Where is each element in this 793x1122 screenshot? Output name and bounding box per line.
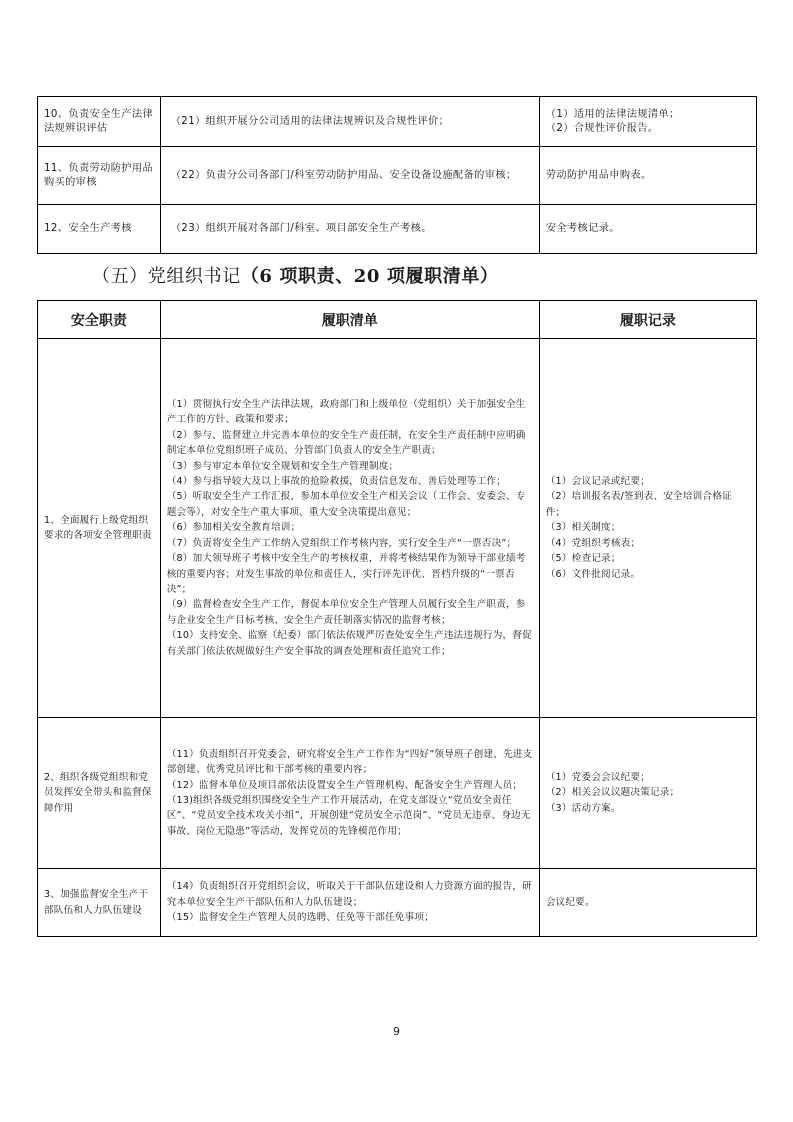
record-cell	[539, 339, 756, 718]
checklist-item: （12）监督本单位及项目部依法设置安全生产管理机构、配备安全生产管理人员；	[166, 779, 523, 791]
party-secretary-duty-table	[37, 300, 757, 937]
record-cell	[539, 718, 756, 869]
checklist-item: （2）参与、监督建立并完善本单位的安全生产责任制，在安全生产责任制中应明确制定本单位党组织班子成员、分管部门负责人的安全生产职责；	[166, 429, 526, 457]
checklist-cell	[160, 97, 539, 147]
record-item: （2）相关会议议题决策记录；	[545, 787, 680, 799]
checklist-item: （11）负责组织召开党委会，研究将安全生产工作作为“四好”领导班子创建、先进支部创建、优秀党员评比和干部考核的重要内容；	[166, 748, 533, 776]
table-row	[38, 718, 757, 869]
checklist-item: （23）组织开展对各部门/科室、项目部安全生产考核。	[170, 223, 432, 234]
table-row	[38, 869, 757, 937]
header-duty: 安全职责	[38, 301, 161, 339]
checklist-item: （21）组织开展分公司适用的法律法规辨识及合规性评价；	[170, 115, 450, 127]
section-title-suffix: （6 项职责、20 项履职清单）	[240, 266, 499, 287]
checklist-cell	[160, 869, 539, 937]
record-item: 劳动防护用品申购表。	[545, 169, 652, 181]
table-row	[38, 339, 757, 718]
record-item: （2）合规性评价报告。	[545, 122, 659, 134]
checklist-item: （15）监督安全生产管理人员的选聘、任免等干部任免事项；	[166, 912, 434, 924]
record-item: （6）文件批阅记录。	[545, 568, 641, 580]
section-title-prefix: （五）党组织书记	[92, 266, 241, 287]
checklist-item: （3）参与审定本单位安全规划和安全生产管理制度；	[166, 460, 399, 472]
record-item: （3）相关制度；	[545, 522, 621, 534]
checklist-cell	[160, 718, 539, 869]
checklist-item: （9）监督检查安全生产工作，督促本单位安全生产管理人员履行安全生产职责，参与企业安全生产目标考核、安全生产责任制落实情况的监督考核；	[166, 599, 526, 626]
table-row	[38, 205, 757, 254]
checklist-item: （5）听取安全生产工作汇报，参加本单位安全生产相关会议（工作会、安委会、专题会等），对安全生产重大事项、重大安全决策提出意见；	[166, 491, 526, 518]
record-item: （3）活动方案。	[545, 802, 621, 814]
table-header-row	[38, 301, 757, 339]
record-cell	[539, 869, 756, 937]
checklist-item: （6）参加相关安全教育培训；	[166, 522, 301, 534]
checklist-cell	[160, 339, 539, 718]
duty-cell: 1、全面履行上级党组织要求的各项安全管理职责	[38, 339, 161, 718]
record-item: （5）检查记录；	[545, 553, 621, 565]
checklist-item: （10）支持安全、监察（纪委）部门依法依规严厉查处安全生产违法违规行为，督促有关部门依法依规做好生产安全事故的调查处理和责任追究工作；	[166, 630, 532, 657]
duty-cell: 11、负责劳动防护用品购买的审核	[38, 147, 161, 205]
checklist-cell	[160, 205, 539, 254]
page-number: 9	[393, 1025, 400, 1038]
checklist-item: （13)组织各级党组织围绕安全生产工作开展活动，在党支部设立“党员安全责任区”、“党员安全技术攻关小组”，开展创建“党员安全示范岗”、“党员无违章、身边无事故、岗位无隐患”等活动，发挥党员的先锋模范作用；	[166, 795, 531, 837]
table-row	[38, 97, 757, 147]
table-row	[38, 147, 757, 205]
duty-cell: 12、安全生产考核	[38, 205, 161, 254]
checklist-item: （14）负责组织召开党组织会议，听取关于干部队伍建设和人力资源方面的报告，研究本单位安全生产干部队伍和人力队伍建设；	[166, 881, 532, 908]
checklist-item: （8）加大领导班子考核中安全生产的考核权重，并将考核结果作为领导干部业绩考核的重要内容；对发生事故的单位和责任人，实行评先评优、晋档升级的“一票否决”；	[166, 553, 526, 595]
record-item: （1）党委会会议纪要；	[545, 771, 651, 783]
record-item: 会议纪要。	[545, 896, 595, 908]
section-title	[92, 262, 499, 288]
record-cell	[539, 97, 756, 147]
record-item: 安全考核记录。	[545, 223, 620, 234]
record-item: （2）培训报名表/签到表、安全培训合格证件；	[545, 491, 732, 518]
checklist-item: （7）负责将安全生产工作纳入党组织工作考核内容，实行安全生产“一票否决”；	[166, 537, 517, 549]
record-item: （1）会议记录或纪要；	[545, 476, 651, 488]
duty-cell: 2、组织各级党组织和党员发挥安全带头和监督保障作用	[38, 718, 161, 869]
checklist-cell	[160, 147, 539, 205]
duty-cell: 10、负责安全生产法律法规辨识评估	[38, 97, 161, 147]
top-duty-table	[37, 96, 757, 254]
record-item: （1）适用的法律法规清单；	[545, 108, 680, 120]
header-record: 履职记录	[539, 301, 756, 339]
checklist-item: （22）负责分公司各部门/科室劳动防护用品、安全设备设施配备的审核；	[170, 169, 517, 181]
header-checklist: 履职清单	[160, 301, 539, 339]
record-item: （4）党组织考核表；	[545, 537, 641, 549]
record-cell	[539, 147, 756, 205]
checklist-item: （1）贯彻执行安全生产法律法规，政府部门和上级单位（党组织）关于加强安全生产工作的方针、政策和要求；	[166, 399, 526, 426]
checklist-item: （4）参与指导较大及以上事故的抢险救援，负责信息发布、善后处理等工作；	[166, 476, 507, 488]
duty-cell: 3、加强监督安全生产干部队伍和人力队伍建设	[38, 869, 161, 937]
record-cell	[539, 205, 756, 254]
